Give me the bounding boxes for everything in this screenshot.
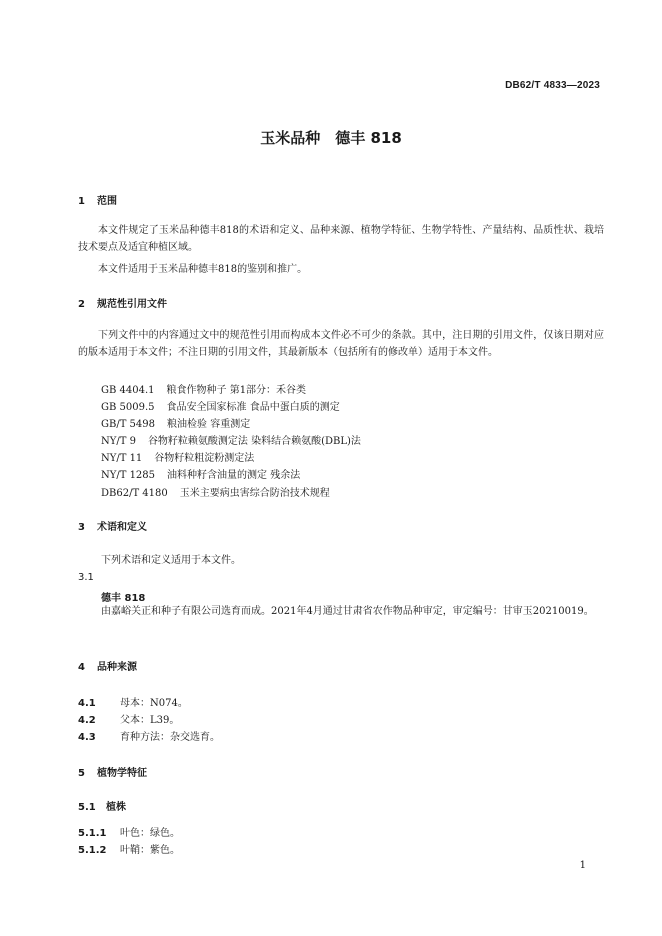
reference-name: 粮食作物种子 第1部分：禾谷类	[166, 385, 307, 396]
reference-name: 谷物籽粒赖氨酸测定法 染料结合赖氨酸(DBL)法	[147, 436, 361, 447]
item-number: 5.1.2	[78, 845, 107, 856]
term-definition: 由嘉峪关正和种子有限公司选育而成。2021年4月通过甘肃省农作物品种审定，审定编号：甘审玉20210019。	[101, 606, 594, 617]
reference-item	[101, 466, 300, 481]
section-title: 品种来源	[97, 662, 137, 673]
origin-item	[78, 711, 179, 726]
reference-name: 粮油检验 容重测定	[167, 419, 251, 430]
section-title: 植物学特征	[97, 768, 147, 779]
reference-code: DB62/T 4180	[101, 488, 168, 499]
section-number: 3	[78, 522, 85, 533]
section-heading-normative-refs	[78, 295, 167, 310]
reference-name: 油料种籽含油量的测定 残余法	[167, 470, 301, 481]
reference-code: NY/T 11	[101, 453, 143, 464]
normative-refs-intro: 下列文件中的内容通过文中的规范性引用而构成本文件必不可少的条款。其中，注日期的引用文件，仅该日期对应的版本适用于本文件；不注日期的引用文件，其最新版本（包括所有的修改单）适用于本文件。	[78, 330, 604, 358]
section-number: 2	[78, 299, 85, 310]
item-number: 4.2	[78, 715, 96, 726]
reference-item	[101, 381, 306, 396]
section-heading-origin	[78, 658, 137, 673]
reference-code: GB 4404.1	[101, 385, 155, 396]
item-text: 父本：L39。	[120, 715, 180, 726]
scope-paragraph-1: 本文件规定了玉米品种德丰818的术语和定义、品种来源、植物学特征、生物学特性、产量结构、品质性状、栽培技术要点及适宜种植区域。	[78, 225, 604, 253]
item-number: 5.1.1	[78, 828, 107, 839]
botany-item	[78, 841, 180, 856]
term-number: 3.1	[78, 572, 94, 583]
section-heading-scope	[78, 192, 117, 207]
scope-paragraph-2: 本文件适用于玉米品种德丰818的鉴别和推广。	[98, 264, 308, 275]
reference-code: GB 5009.5	[101, 402, 155, 413]
item-number: 4.1	[78, 698, 96, 709]
item-number: 4.3	[78, 732, 96, 743]
reference-name: 谷物籽粒粗淀粉测定法	[154, 453, 255, 464]
term-name: 德丰 818	[101, 593, 146, 604]
reference-name: 食品安全国家标准 食品中蛋白质的测定	[166, 402, 340, 413]
section-number: 4	[78, 662, 85, 673]
reference-item	[101, 398, 340, 413]
item-text: 母本：N074。	[120, 698, 188, 709]
reference-name: 玉米主要病虫害综合防治技术规程	[179, 488, 330, 499]
standard-code: DB62/T 4833—2023	[505, 80, 600, 91]
item-text: 叶色：绿色。	[120, 828, 180, 839]
section-title: 术语和定义	[97, 522, 147, 533]
reference-item	[101, 415, 250, 430]
origin-item	[78, 728, 220, 743]
origin-item	[78, 694, 188, 709]
reference-item	[101, 449, 254, 464]
subsection-title: 植株	[106, 802, 126, 813]
section-number: 5	[78, 768, 85, 779]
section-title: 规范性引用文件	[97, 299, 167, 310]
section-number: 1	[78, 196, 85, 207]
reference-code: NY/T 9	[101, 436, 136, 447]
subsection-heading-plant	[78, 798, 126, 813]
terms-intro: 下列术语和定义适用于本文件。	[101, 555, 241, 566]
section-title: 范围	[97, 196, 117, 207]
item-text: 育种方法：杂交选育。	[120, 732, 220, 743]
page-number: 1	[579, 860, 586, 871]
reference-code: NY/T 1285	[101, 470, 156, 481]
botany-item	[78, 824, 180, 839]
item-text: 叶鞘：紫色。	[120, 845, 180, 856]
subsection-number: 5.1	[78, 802, 96, 813]
reference-item	[101, 432, 361, 447]
document-title: 玉米品种 德丰 818	[260, 129, 402, 147]
section-heading-botany	[78, 764, 147, 779]
reference-item	[101, 484, 330, 499]
section-heading-terms	[78, 518, 147, 533]
reference-code: GB/T 5498	[101, 419, 156, 430]
